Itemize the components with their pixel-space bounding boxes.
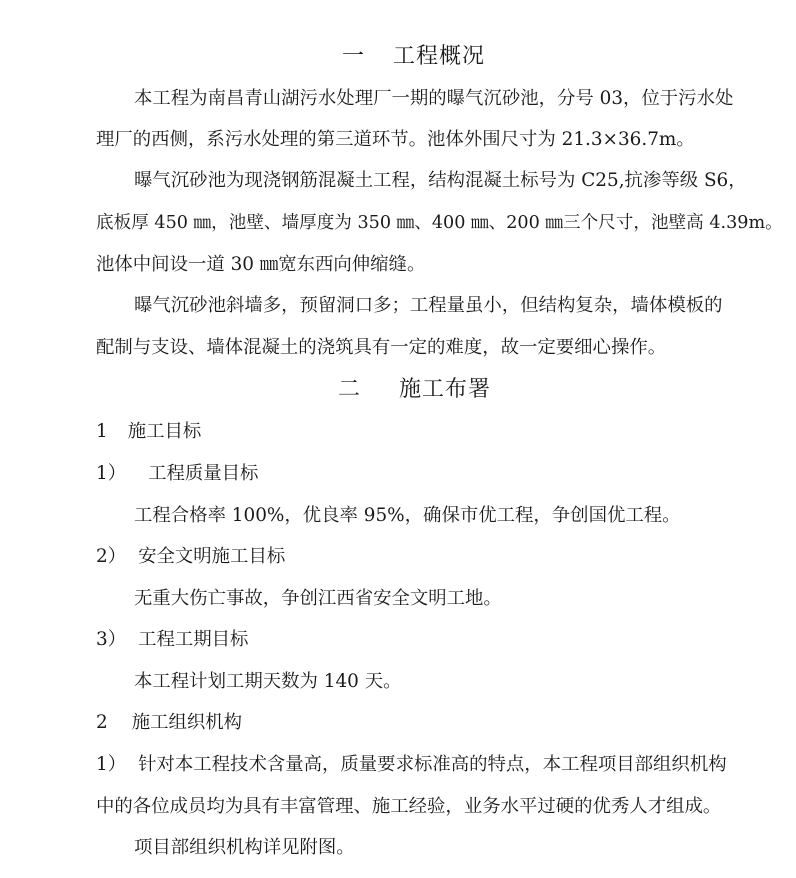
sub-heading: 2） 安全文明施工目标 [96,546,286,567]
paragraph-line: 池体中间设一道 30 ㎜宽东西向伸缩缝。 [96,254,426,275]
item-heading: 1 施工目标 [96,421,202,442]
paragraph-line: 1） 针对本工程技术含量高，质量要求标准高的特点，本工程项目部组织机构 [96,754,727,775]
paragraph-line: 配制与支设、墙体混凝土的浇筑具有一定的难度，故一定要细心操作。 [96,337,667,358]
paragraph-line: 本工程为南昌青山湖污水处理厂一期的曝气沉砂池，分号 03，位于污水处 [134,88,734,109]
section-2-number: 二 [338,377,362,402]
item-heading: 2 施工组织机构 [96,712,243,733]
paragraph-line: 工程合格率 100%，优良率 95%，确保市优工程，争创国优工程。 [134,505,681,526]
paragraph-line: 中的各位成员均为具有丰富管理、施工经验，业务水平过硬的优秀人才组成。 [96,796,722,817]
paragraph-line: 曝气沉砂池为现浇钢筋混凝土工程，结构混凝土标号为 C25,抗渗等级 S6， [134,170,747,191]
section-2-title: 施工布署 [399,377,492,402]
paragraph-line: 无重大伤亡事故，争创江西省安全文明工地。 [134,588,502,609]
sub-heading: 3） 工程工期目标 [96,629,249,650]
section-1-number: 一 [342,44,366,69]
section-2-heading [338,377,491,403]
paragraph-line: 理厂的西侧，系污水处理的第三道环节。池体外围尺寸为 21.3×36.7m。 [96,129,695,150]
paragraph-line: 项目部组织机构详见附图。 [134,837,355,858]
paragraph-line: 底板厚 450 ㎜，池壁、墙厚度为 350 ㎜、400 ㎜、200 ㎜三个尺寸，池壁高 4.39m。 [96,213,783,233]
section-1-title: 工程概况 [393,44,486,69]
sub-heading: 1） 工程质量目标 [96,463,259,484]
paragraph-line: 本工程计划工期天数为 140 天。 [134,671,402,692]
section-1-heading [342,44,485,70]
paragraph-line: 曝气沉砂池斜墙多，预留洞口多；工程量虽小，但结构复杂，墙体模板的 [134,295,723,316]
